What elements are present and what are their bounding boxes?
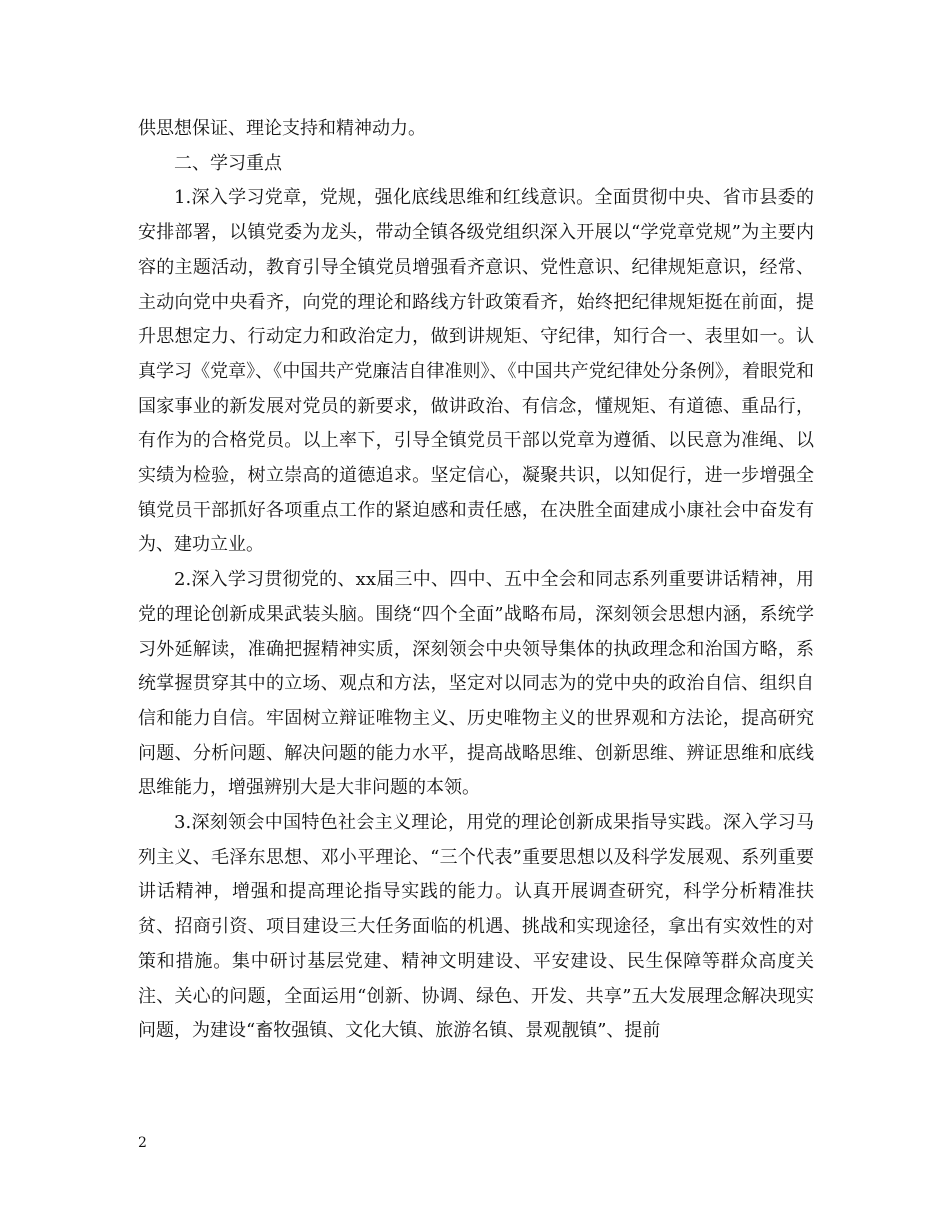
paragraph-item-3: 3.深刻领会中国特色社会主义理论，用党的理论创新成果指导实践。深入学习马列主义、毛泽东思想、邓小平理论、“三个代表”重要思想以及科学发展观、系列重要讲话精神，增强和提高理论指导实践的能力。认真开展调查研究，科学分析精准扶贫、招商引资、项目建设三大任务面临的机遇、挑战和实现途径，拿出有实效性的对策和措施。集中研讨基层党建、精神文明建设、平安建设、民生保障等群众高度关注、关心的问题，全面运用“创新、协调、绿色、开发、共享”五大发展理念解决现实问题，为建设“畜牧强镇、文化大镇、旅游名镇、景观靓镇”、提前 [138, 812, 814, 1042]
paragraph-continuation: 供思想保证、理论支持和精神动力。 [138, 118, 426, 139]
document-body [138, 112, 814, 1049]
page-number: 2 [138, 1135, 147, 1151]
section-heading: 二、学习重点 [174, 152, 282, 174]
paragraph-item-1: 1.深入学习党章，党规，强化底线思维和红线意识。全面贯彻中央、省市县委的安排部署，以镇党委为龙头，带动全镇各级党组织深入开展以“学党章党规”为主要内容的主题活动，教育引导全镇党员增强看齐意识、党性意识、纪律规矩意识，经常、主动向党中央看齐，向党的理论和路线方针政策看齐，始终把纪律规矩挺在前面，提升思想定力、行动定力和政治定力，做到讲规矩、守纪律，知行合一、表里如一。认真学习《党章》、《中国共产党廉洁自律准则》、《中国共产党纪律处分条例》，着眼党和国家事业的新发展对党员的新要求，做讲政治、有信念，懂规矩、有道德、重品行，有作为的合格党员。以上率下，引导全镇党员干部以党章为遵循、以民意为准绳、以实绩为检验，树立崇高的道德追求。坚定信心，凝聚共识，以知促行，进一步增强全镇党员干部抓好各项重点工作的紧迫感和责任感，在决胜全面建成小康社会中奋发有为、建功立业。 [138, 187, 814, 556]
paragraph-item-2: 2.深入学习贯彻党的、xx届三中、四中、五中全会和同志系列重要讲话精神，用党的理论创新成果武装头脑。围绕“四个全面”战略布局，深刻领会思想内涵，系统学习外延解读，准确把握精神实质，深刻领会中央领导集体的执政理念和治国方略，系统掌握贯穿其中的立场、观点和方法，坚定对以同志为的党中央的政治自信、组织自信和能力自信。牢固树立辩证唯物主义、历史唯物主义的世界观和方法论，提高研究问题、分析问题、解决问题的能力水平，提高战略思维、创新思维、辨证思维和底线思维能力，增强辨别大是大非问题的本领。 [138, 569, 814, 799]
